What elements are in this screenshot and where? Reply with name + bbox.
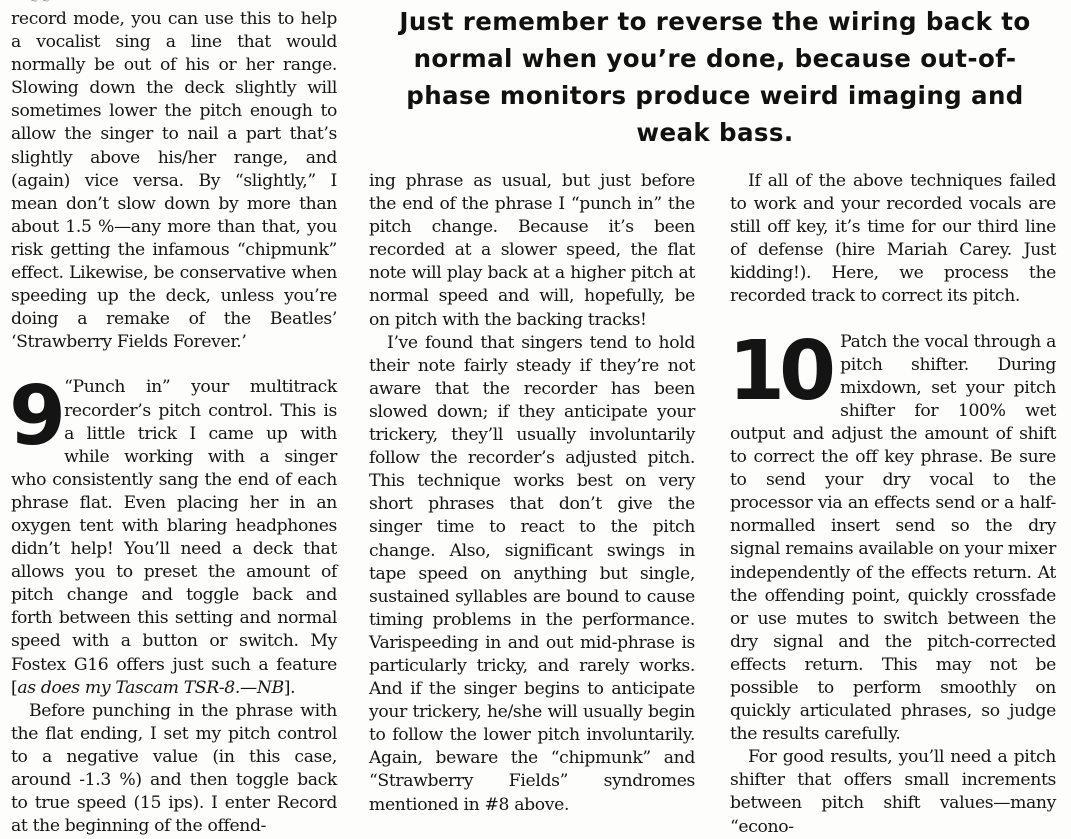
tip-10-paragraph	[728, 323, 1056, 747]
paragraph-third-line: If all of the above techniques failed to work and your recorded vocals are still off key, it’s time for our third line of defense (hire Mariah Carey. Just kidding!). Here, we process the recorded track to correct its pitch.	[730, 171, 1056, 307]
paragraph-continued: ing phrase as usual, but just before the end of the phrase I “punch in” the pitch change. Because it’s been recorded at a slower speed, the flat note will play back at a higher pitch at normal speed and will, hopefully, be on pitch with the backing tracks!	[369, 171, 695, 330]
paragraph-punching: Before punching in the phrase with the flat ending, I set my pitch control to a negative value (in this case, around -1.3 %) and then toggle back to true speed (15 ips). I enter Record at the beginning of the offend-	[11, 700, 337, 837]
column-right	[730, 170, 1056, 839]
paragraph-continuation: record mode, you can use this to help a vocalist sing a line that would normally be out of his or her range. Slowing down the deck slightly will sometimes lower the pitch enough to allow the singer to nail a part that’s slightly above his/her range, and (again) vice versa. By “slightly,” I mean don’t slow down by more than about 1.5 %—any more than that, you risk getting the infamous “chipmunk” effect. Likewise, be conservative when speeding up the deck, unless you’re doing a remake of the Beatles’ ‘Strawberry Fields Forever.’	[11, 9, 337, 353]
tip-10-number: 10	[728, 323, 831, 419]
column-middle	[369, 170, 695, 817]
pull-quote: Just remember to reverse the wiring back to normal when you’re done, because out-of-phase monitors produce weird imaging and weak bass.	[399, 7, 1031, 147]
tip-10-text: Patch the vocal through a pitch shifter. During mixdown, set your pitch shifter for 100% wet output and adjust the amount of shift to correct the off key phrase. Be sure to send your dry vocal to the processor via an effects send or a half-normalled insert send so the dry signal remains available on your mixer independently of the effects return. At the offending point, quickly crossfade or use mutes to switch between the dry signal and the pitch-corrected effects return. This may not be possible to perform smoothly on quickly articulated phrases, so judge the results carefully.	[730, 331, 1056, 745]
editor-note: as does my Tascam TSR-8.—NB	[17, 677, 284, 698]
column-left	[11, 8, 337, 838]
paragraph-good-results: For good results, you’ll need a pitch shifter that offers small increments between pitch shift values—many “econo-	[730, 747, 1056, 837]
tip-9-text: “Punch in” your multitrack recorder’s pitch control. This is a little trick I came up with while working with a singer who consistently sang the end of each phrase flat. Even placing her in an oxygen tent with blaring headphones didn’t help! You’ll need a deck that allows you to preset the amount of pitch change and toggle back and forth between this setting and normal speed with a button or switch. My Fostex G16 offers just such a feature [	[11, 377, 337, 698]
tip-9-number: 9	[9, 369, 61, 465]
scan-artifact-mark: ~ ~	[30, 0, 50, 7]
tip-9-paragraph	[9, 369, 337, 699]
editor-note-close: ].	[283, 677, 296, 698]
paragraph-singers: I’ve found that singers tend to hold their note fairly steady if they’re not aware that the recorder has been slowed down; if they anticipate your trickery, they’ll usually involuntarily follow the recorder’s adjusted pitch. This technique works best on very short phrases that don’t give the singer time to react to the pitch change. Also, significant swings in tape speed on anything but single, sustained syllables are bound to cause timing problems in the performance. Varispeeding in and out mid-phrase is particularly tricky, and rarely works. And if the singer begins to anticipate your trickery, he/she will usually begin to follow the lower pitch involuntarily. Again, beware the “chipmunk” and “Strawberry Fields” syndromes mentioned in #8 above.	[369, 332, 695, 815]
